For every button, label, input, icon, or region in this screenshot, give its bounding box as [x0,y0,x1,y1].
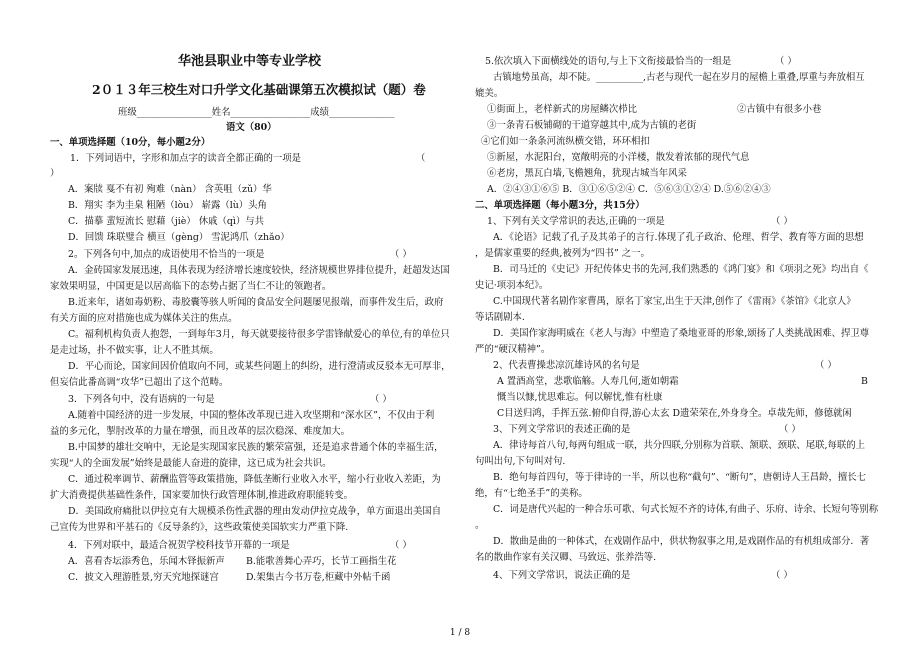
q2-option-a-line1: A．金砖国家发展迅速，具体表现为经济增长速度较快，经济规模世界排位提升，赶超发达国 [68,265,450,276]
q2-answer-bracket: （ ） [390,249,412,260]
q3-answer-bracket: （ ） [370,394,392,405]
subject-label: 语文（80） [226,122,277,133]
s2-q2-option-b: 慨当以慷,忧思难忘。何以解忧,惟有杜康 [497,392,663,403]
q3-option-b-line2: 实现“人的全面发展”始终是最能人奋进的旋律，这已成为社会共识。 [50,458,332,469]
s2-q1-stem: 1、下列有关文学常识的表达,正确的一项是 [487,216,665,227]
s2-q3-option-c-line2: 。 [475,520,485,531]
q2-option-c-line1: C。福利机构负责人抱怨，一到每年3月，每天就要接待很多学雷锋献爱心的单位,有的单位只 [68,329,450,340]
q3-option-b-line1: B.中国梦的雄壮交响中，无论是实现国家民族的繁荣富强，还是追求普通个体的幸福生活， [68,442,444,453]
s2-q3-option-a-line1: A．律诗每首八句,每两句组成一联，共分四联,分别称为首联、颔联、颈联、尾联,每联的上 [493,440,865,451]
q4-stem: 4．下列对联中，最适合祝贺学校科技节开幕的一项是 [68,540,290,551]
q4-option-a: A．喜看杏坛添秀色，乐闻木铎振新声 [68,556,225,567]
s2-q1-option-d-line2: 严的“硬汉精神”。 [475,344,551,355]
section-2-header: 二、单项选择题（每小题3分，共15分） [475,200,645,211]
q5-item-3: ③一条青石板铺砌的干道穿越其中,成为古镇的老街 [487,120,697,131]
q3-option-a-line2: 益的多元化，掣肘改革的力量在增强，而且改革的层次稳深、难度加大。 [50,426,351,437]
q5-stem: 5.依次填入下面横线处的语句,与上下文衔接最恰当的一组是 [485,56,732,67]
q1-option-a: A．案牍 戛不有初 殉难（nàn） 含英咀（zǔ）华 [68,184,272,195]
s2-q1-answer-bracket: （ ） [771,216,793,227]
s2-q1-option-a-line1: A．《论语》记载了孔子及其弟子的言行.体现了孔子政治、伦理、哲学、教育等方面的思想 [493,232,864,243]
q3-option-d-line2: 己宣传为世界和平基石的《反导条约》，这些政策使美国软实力严重下降. [50,522,349,533]
s2-q3-option-a-line2: 句叫出句,下句叫对句. [475,456,566,467]
q5-item-4: ④它们如一条条河流纵横交错，环环相扣 [481,136,650,147]
q1-option-d: D．回馈 珠联璧合 横亘（gèng） 雪泥鸿爪（zhǎo） [68,232,290,243]
q1-option-b: B．翔实 李为圭臬 粗陋（lòu） 崭露（lù）头角 [68,200,267,211]
q1-answer-bracket-close: ） [50,168,60,179]
q2-option-a-line2: 家效果明显，中国更是以居高临下的态势占据了当仁不让的领跑者。 [50,281,332,292]
s2-q3-option-b-line1: B．绝句每首四句，等于律诗的一半，所以也称“截句”、“断句”，唐朝诗人王昌龄，擅长七 [493,472,866,483]
s2-q1-option-a-line2: ，是儒家重要的经典,被列为“四书” 之一。 [475,248,650,259]
q2-stem: 2。下列各句中,加点的成语使用不恰当的一项是 [68,249,265,260]
q3-option-c-line2: 扩大消费提供基础性条件，国家要加快行政管理体制,推进政府职能转变。 [50,490,353,501]
q2-option-c-line2: 是走过场，扑不做实事，让人不胜其烦。 [50,345,219,356]
school-name: 华池县职业中等专业学校 [178,54,322,69]
s2-q3-option-d-line2: 名的散曲作家有关汉卿、马致远、张养浩等. [475,552,657,563]
s2-q3-stem: 3、下列文学常识的表述正确的是 [493,424,631,435]
q3-option-c-line1: C．通过税率调节、薪酬监管等政策措施，降低垄断行业收入水平，缩小行业收入差距，为 [68,474,441,485]
q2-option-d-line2: 但妄信此番高调“攻华”已超出了这个范畴。 [50,377,229,388]
q1-answer-bracket: （ [416,153,426,164]
s2-q1-option-b-line2: 史记·项羽本纪》。 [475,280,549,291]
q3-option-a-line1: A.随着中国经济的进一步发展，中国的整体改革现已进入攻坚期和“深水区”，不仅由于利 [68,410,435,421]
q5-item-6: ⑥老房，黑瓦白墙,飞檐翘角，犹现古城当年风采 [487,168,687,179]
q5-answer-options: A．②④③①⑥⑤ B．③①⑥⑤②④ C．⑤⑥③①②④ D.⑤⑥②④③ [487,184,771,195]
q1-stem: 1．下列词语中，字形和加点字的读音全都正确的一项是 [70,153,301,164]
s2-q3-option-c-line1: C．词是唐代兴起的一种合乐可歌、句式长短不齐的诗体,有曲子、乐府、诗余、长短句等别称 [493,504,879,515]
s2-q1-option-c-line2: 等话剧剧本. [475,312,525,323]
s2-q2-answer-bracket: （ ） [815,360,837,371]
q5-item-2: ②古镇中有很多小巷 [737,104,822,115]
s2-q3-answer-bracket: （ ） [779,424,801,435]
s2-q2-stem: 2、代表曹操悲凉沉雄诗风的名句是 [493,360,640,371]
s2-q3-option-d-line1: D．散曲是曲的一种体式，在戏剧作品中，供状物叙事之用,是戏剧作品的有机组成部分．著 [493,536,870,547]
s2-q1-option-c-line1: C.中国现代著名剧作家曹禺，原名丁家宝,出生于天津,创作了《雷雨》《茶馆》《北京人》 [493,296,856,307]
s2-q4-stem: 4、下列文学常识，说法正确的是 [493,570,631,581]
q2-option-b-line2: 有关方面的应对措施也成为媒体关注的焦点。 [50,313,238,324]
q4-option-d: D.架集古今书万卷,柜藏中外帖千函 [246,572,391,583]
student-info-line: 班级________________姓名_________________成绩______________ [118,107,395,118]
s2-q1-option-b-line1: B．司马迁的《史记》开纪传体史书的先河,我们熟悉的《鸿门宴》和《项羽之死》均出自《 [493,264,869,275]
q5-item-5: ⑤新屋，水泥阳台，宽敞明亮的小洋楼，散发着浓郁的现代气息 [487,152,750,163]
s2-q4-answer-bracket: （ ） [771,570,793,581]
q5-passage-line1: 古镇地势虽高，却不陡。__________,古老与现代一起在岁月的屋檐上重叠,厚重与奔放相互 [493,72,865,83]
q5-answer-bracket: （ ） [775,56,797,67]
s2-q2-option-a: A 置酒高堂，悲歌临觞。人寿几何,逝如朝霜 [497,376,679,387]
q2-option-b-line1: B.近来年，诸如毒奶粉、毒胶囊等骇人听闻的食品安全问题屡见报端，而事件发生后，政府 [68,297,444,308]
q5-item-1: ①街面上，老样新式的房屋鳞次栉比 [487,104,638,115]
page-number: 1 / 8 [449,628,471,638]
q3-stem: 3．下列各句中，没有语病的一句是 [68,394,215,405]
q4-answer-bracket: （ ） [390,540,412,551]
s2-q3-option-b-line2: 绝，有“七绝圣手”的美称。 [475,488,588,499]
q4-option-c: C．披文入理游胜景,穷天究地探谜宫 [68,572,219,583]
q3-option-d-line1: D．美国政府痛批以伊拉克有大规模杀伤性武器的理由发动伊拉克战争，单方面退出美国自 [68,506,442,517]
q2-option-d-line1: D．平心而论，国家间因价值取向不同，或某些问题上的纠纷，进行澄清或反驳本无可厚非， [68,361,451,372]
q5-passage-line2: 媲美。 [475,88,504,99]
exam-title: 2０１３年三校生对口升学文化基础课第五次模拟试（题）卷 [92,82,426,97]
section-1-header: 一、单项选择题（10分，每小题2分） [50,137,211,148]
s2-q1-option-d-line1: D．美国作家海明威在《老人与海》中塑造了桑地亚哥的形象,颂扬了人类挑战困难、捍卫尊 [493,328,870,339]
q1-option-c: C．描摹 蜚短流长 慰藉（jiè） 休戚（qì）与共 [68,216,264,227]
q4-option-b: B.能歌善舞心弄巧，长节工画指生花 [246,556,397,567]
s2-q2-option-b-label: B [861,376,868,387]
s2-q2-option-c-d: C目送归鸿，手挥五弦.俯仰自得,游心太玄 D遗荣荣在,外身身全。卓哉先师，修德就闲 [497,408,852,419]
